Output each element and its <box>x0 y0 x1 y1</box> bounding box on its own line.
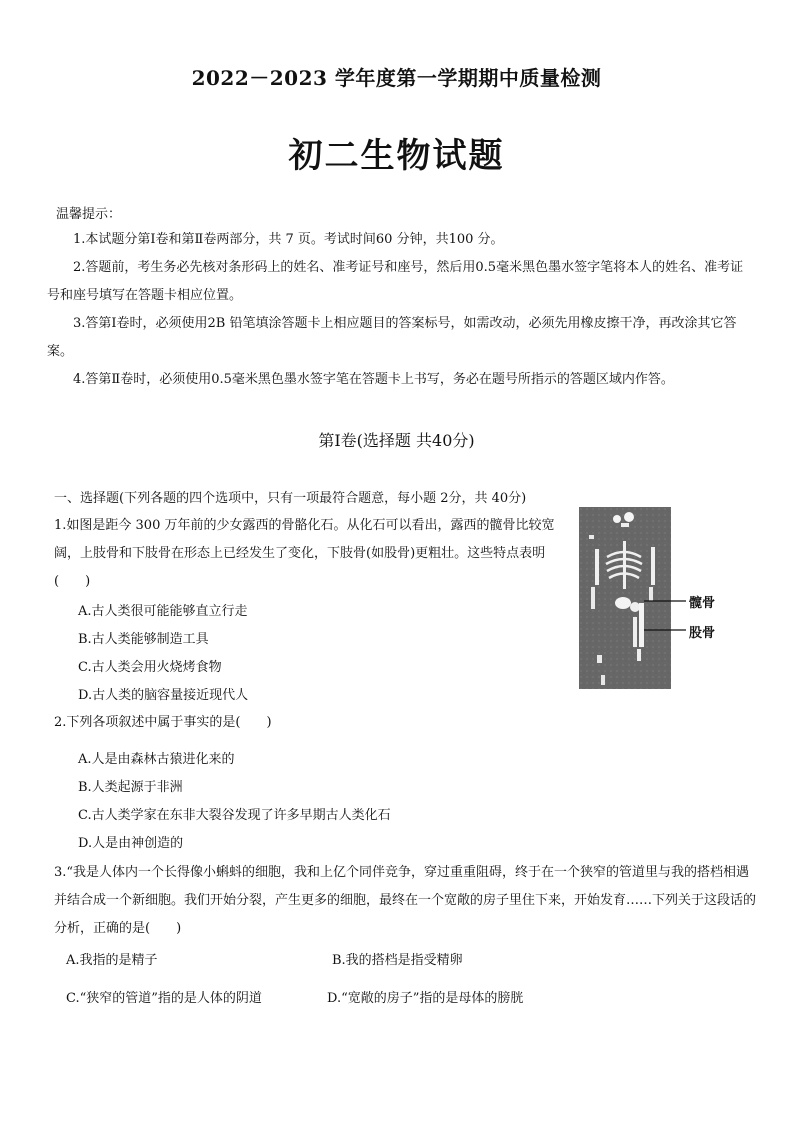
lucy-skeleton-figure <box>579 507 671 689</box>
option-c: C.“狭窄的管道”指的是人体的阴道 <box>66 991 262 1006</box>
pelvis-label: 髋骨 <box>689 596 716 611</box>
part1-title: 第Ⅰ卷(选择题 共40分) <box>318 431 475 450</box>
question-3-stem: 3.“我是人体内一个长得像小蝌蚪的细胞，我和上亿个同伴竞争，穿过重重阻碍，终于在一个狭窄的管道里与我的搭档相遇并结合成一个新细胞。我们开始分裂，产生更多的细胞，最终在一个宽敞的房子里住下来，开始发育……下列关于这段话的分析，正确的是( ) <box>54 865 757 936</box>
option-d: D.古人类的脑容量接近现代人 <box>78 688 249 703</box>
option-d: D.人是由神创造的 <box>78 836 184 851</box>
option-b: B.古人类能够制造工具 <box>78 632 209 647</box>
notice-heading: 温馨提示： <box>56 207 122 222</box>
question-2-options <box>78 746 391 858</box>
notice-item: 3.答第Ⅰ卷时，必须使用2B 铅笔填涂答题卡上相应题目的答案标号，如需改动，必须先用橡皮擦干净，再改涂其它答案。 <box>47 316 737 359</box>
question-1-options <box>78 598 248 710</box>
option-b: B.人类起源于非洲 <box>78 780 183 795</box>
femur-label: 股骨 <box>689 626 716 641</box>
option-b: B.我的搭档是指受精卵 <box>332 953 463 968</box>
notice-list <box>47 226 752 394</box>
option-a: A.我指的是精子 <box>66 953 158 968</box>
option-c: C.古人类会用火烧烤食物 <box>78 660 222 675</box>
option-a: A.人是由森林古猿进化来的 <box>78 752 235 767</box>
notice-item: 1.本试题分第Ⅰ卷和第Ⅱ卷两部分，共 7 页。考试时间60 分钟，共100 分。 <box>73 232 504 247</box>
notice-item: 4.答第Ⅱ卷时，必须使用0.5毫米黑色墨水签字笔在答题卡上书写，务必在题号所指示的答题区域内作答。 <box>73 372 674 387</box>
question-1-stem: 1.如图是距今 300 万年前的少女露西的骨骼化石。从化石可以看出，露西的髋骨比较宽阔，上肢骨和下肢骨在形态上已经发生了变化，下肢骨(如股骨)更粗壮。这些特点表明( ) <box>54 518 555 589</box>
exam-header: 2022－2023 学年度第一学期期中质量检测 <box>191 66 602 90</box>
option-d: D.“宽敞的房子”指的是母体的膀胱 <box>327 991 524 1006</box>
option-c: C.古人类学家在东非大裂谷发现了许多早期古人类化石 <box>78 808 391 823</box>
page-title: 初二生物试题 <box>288 136 505 176</box>
section-heading: 一、选择题(下列各题的四个选项中，只有一项最符合题意，每小题 2分，共 40分) <box>54 491 527 506</box>
option-a: A.古人类很可能能够直立行走 <box>78 604 248 619</box>
skeleton-icon <box>579 507 671 689</box>
notice-item: 2.答题前，考生务必先核对条形码上的姓名、准考证号和座号，然后用0.5毫米黑色墨水签字笔将本人的姓名、准考证号和座号填写在答题卡相应位置。 <box>47 260 744 303</box>
question-2-stem: 2.下列各项叙述中属于事实的是( ) <box>54 715 272 730</box>
